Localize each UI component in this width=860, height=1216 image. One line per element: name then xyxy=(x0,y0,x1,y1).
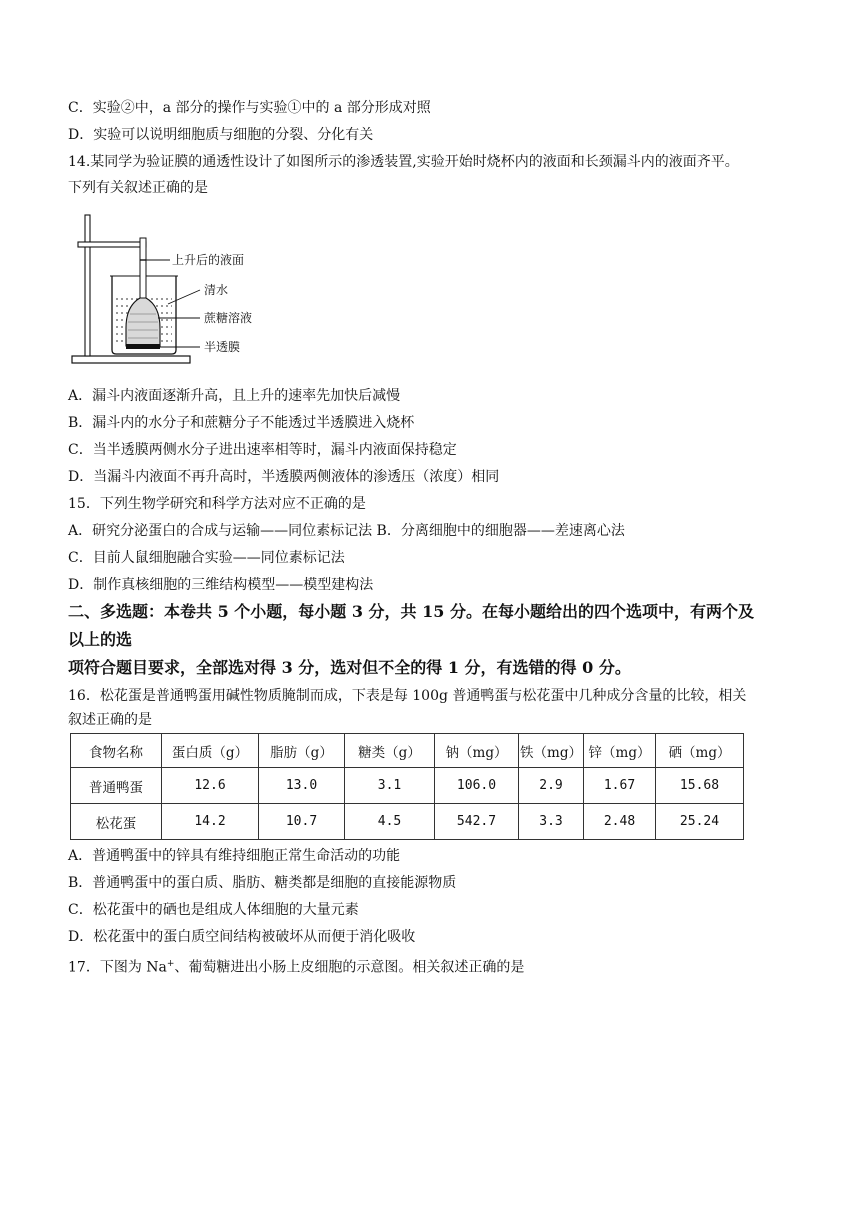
table-cell: 15.68 xyxy=(656,768,744,804)
q17-stem-pre: 17．下图为 Na xyxy=(68,959,167,976)
table-row xyxy=(71,768,744,804)
table-cell: 106.0 xyxy=(435,768,519,804)
table-cell: 2.9 xyxy=(519,768,584,804)
q14-option-d: D．当漏斗内液面不再升高时，半透膜两侧液体的渗透压（浓度）相同 xyxy=(68,469,500,485)
table-header-cell: 锌（mg） xyxy=(584,734,656,768)
q14-option-c: C．当半透膜两侧水分子进出速率相等时，漏斗内液面保持稳定 xyxy=(68,442,457,458)
stand-pole xyxy=(85,215,90,356)
section2-heading-line3: 项符合题目要求，全部选对得 3 分，选对但不全的得 1 分，有选错的得 0 分。 xyxy=(68,658,631,677)
funnel-tube xyxy=(140,238,146,298)
q13-option-d: D．实验可以说明细胞质与细胞的分裂、分化有关 xyxy=(68,127,374,143)
section2-heading-line1: 二、多选题：本卷共 5 个小题，每小题 3 分，共 15 分。在每小题给出的四个选项中，有两个及 xyxy=(68,602,754,621)
q16-option-c: C．松花蛋中的硒也是组成人体细胞的大量元素 xyxy=(68,902,359,918)
table-cell: 542.7 xyxy=(435,804,519,840)
label-water: 清水 xyxy=(204,283,229,297)
table-cell: 3.1 xyxy=(345,768,435,804)
nutrition-table xyxy=(70,733,744,840)
table-cell: 4.5 xyxy=(345,804,435,840)
q17-stem-post: 、葡萄糖进出小肠上皮细胞的示意图。相关叙述正确的是 xyxy=(174,959,525,976)
q13-option-c: C．实验②中，a 部分的操作与实验①中的 a 部分形成对照 xyxy=(68,100,431,116)
q15-option-ab: A．研究分泌蛋白的合成与运输——同位素标记法 B．分离细胞中的细胞器——差速离心法 xyxy=(68,523,625,539)
table-header-row xyxy=(71,734,744,768)
q16-option-b: B．普通鸭蛋中的蛋白质、脂肪、糖类都是细胞的直接能源物质 xyxy=(68,875,457,891)
table-cell: 25.24 xyxy=(656,804,744,840)
q16-stem-line1: 16．松花蛋是普通鸭蛋用碱性物质腌制而成，下表是每 100g 普通鸭蛋与松花蛋中几种成分含量的比较，相关 xyxy=(68,688,747,704)
q16-stem-line2: 叙述正确的是 xyxy=(68,712,152,728)
label-raised-level: 上升后的液面 xyxy=(172,253,245,267)
table-cell: 松花蛋 xyxy=(71,804,162,840)
table-cell: 普通鸭蛋 xyxy=(71,768,162,804)
semipermeable-membrane xyxy=(126,344,160,349)
q14-stem-line2: 下列有关叙述正确的是 xyxy=(68,180,208,196)
table-header-cell: 食物名称 xyxy=(71,734,162,768)
q15-option-d: D．制作真核细胞的三维结构模型——模型建构法 xyxy=(68,577,374,593)
clamp-arm xyxy=(78,242,146,247)
q15-stem: 15．下列生物学研究和科学方法对应不正确的是 xyxy=(68,496,366,512)
table-cell: 14.2 xyxy=(162,804,259,840)
label-membrane: 半透膜 xyxy=(204,340,241,354)
table-header-cell: 蛋白质（g） xyxy=(162,734,259,768)
q16-option-a: A．普通鸭蛋中的锌具有维持细胞正常生命活动的功能 xyxy=(68,848,401,864)
table-cell: 1.67 xyxy=(584,768,656,804)
table-header-cell: 糖类（g） xyxy=(345,734,435,768)
osmosis-apparatus-figure xyxy=(68,210,258,370)
q14-option-a: A．漏斗内液面逐渐升高，且上升的速率先加快后减慢 xyxy=(68,388,401,404)
q16-option-d: D．松花蛋中的蛋白质空间结构被破坏从而便于消化吸收 xyxy=(68,929,416,945)
table-cell: 10.7 xyxy=(259,804,345,840)
table-cell: 13.0 xyxy=(259,768,345,804)
table-header-cell: 硒（mg） xyxy=(656,734,744,768)
table-header-cell: 钠（mg） xyxy=(435,734,519,768)
table-cell: 3.3 xyxy=(519,804,584,840)
table-header-cell: 铁（mg） xyxy=(519,734,584,768)
stand-base xyxy=(72,356,190,363)
q17-stem xyxy=(68,954,524,978)
table-header-cell: 脂肪（g） xyxy=(259,734,345,768)
q15-option-c: C．目前人鼠细胞融合实验——同位素标记法 xyxy=(68,550,345,566)
q14-option-b: B．漏斗内的水分子和蔗糖分子不能透过半透膜进入烧杯 xyxy=(68,415,415,431)
q17-superscript: + xyxy=(166,959,175,969)
section2-heading-line2: 以上的选 xyxy=(68,630,133,649)
label-sucrose: 蔗糖溶液 xyxy=(204,311,253,325)
table-cell: 2.48 xyxy=(584,804,656,840)
table-cell: 12.6 xyxy=(162,768,259,804)
table-row xyxy=(71,804,744,840)
q14-stem-line1: 14.某同学为验证膜的通透性设计了如图所示的渗透装置,实验开始时烧杯内的液面和长颈漏斗内的液面齐平。 xyxy=(68,154,739,170)
